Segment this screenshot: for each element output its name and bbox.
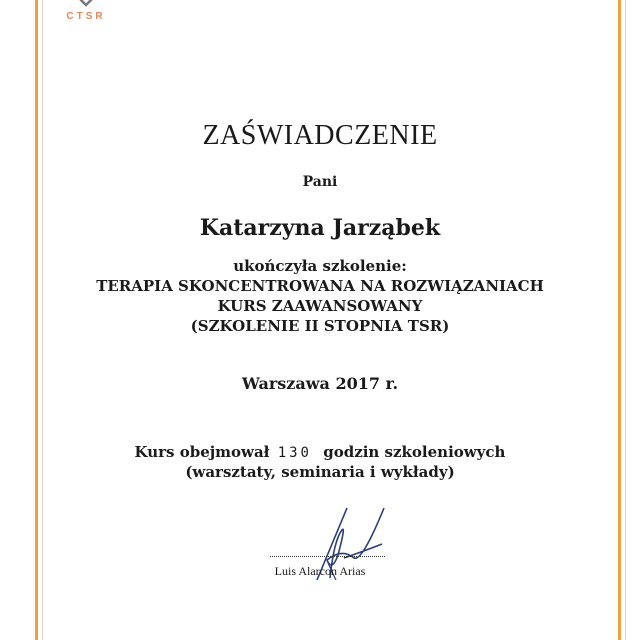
hours-value: 130 (277, 445, 312, 461)
course-title-line-2: KURS ZAAWANSOWANY (217, 297, 423, 315)
logo-text: CTSR (66, 11, 106, 22)
certificate-title: ZAŚWIADCZENIE (202, 120, 438, 151)
course-title-line-1: TERAPIA SKONCENTROWANA NA ROZWIĄZANIACH (96, 277, 544, 295)
ctsr-logo (64, 0, 108, 22)
recipient-name: Katarzyna Jarząbek (199, 215, 441, 241)
signer-name: Luis Alarcon Arias (274, 564, 366, 578)
hours-prefix: Kurs obejmował (134, 443, 270, 461)
place-date: Warszawa 2017 r. (241, 374, 399, 393)
hours-suffix: godzin szkoleniowych (323, 443, 506, 461)
salutation: Pani (302, 174, 338, 190)
completed-label: ukończyła szkolenie: (233, 257, 407, 275)
signature-line (270, 556, 385, 557)
course-title-line-3: (SZKOLENIE II STOPNIA TSR) (190, 317, 450, 335)
hours-statement (0, 442, 640, 463)
hours-detail: (warsztaty, seminaria i wykłady) (185, 463, 455, 481)
diamond-logo-icon (74, 0, 98, 10)
